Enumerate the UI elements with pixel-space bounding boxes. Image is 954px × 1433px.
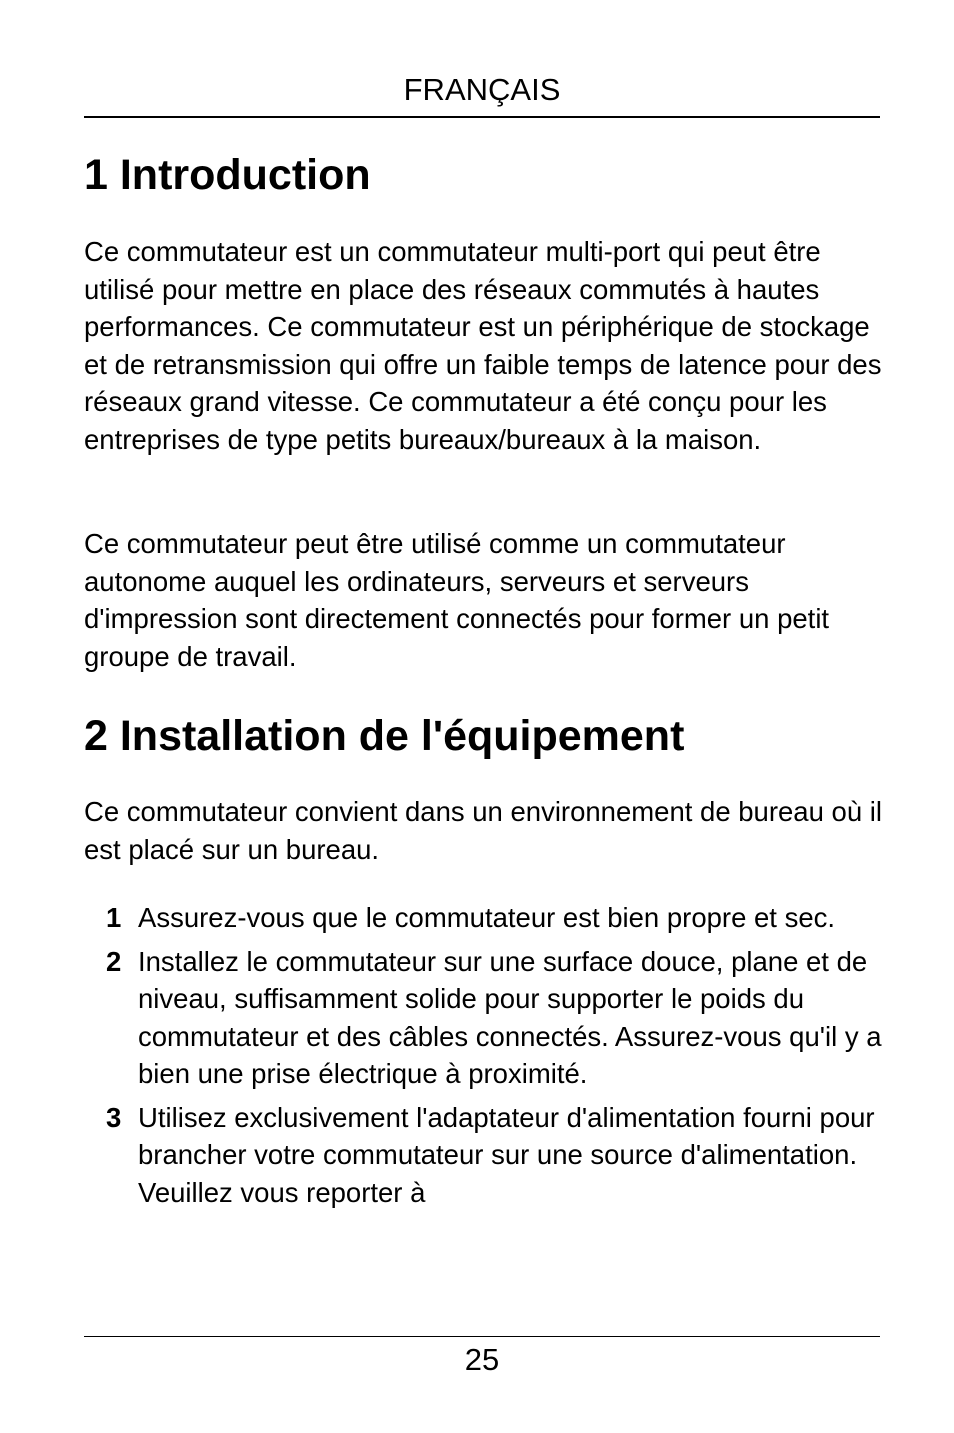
installation-steps-list bbox=[84, 899, 884, 1217]
step-number: 2 bbox=[106, 945, 122, 977]
introduction-paragraph-1: Ce commutateur est un commutateur multi-port qui peut être utilisé pour mettre en place des réseaux commutés à hautes performances. Ce commutateur est un périphérique de stockage et de retransmission qui offre un faible temps de latence pour des réseaux grand vitesse. Ce commutateur a été conçu pour les entreprises de type petits bureaux/bureaux à la maison. bbox=[84, 236, 882, 455]
page-number: 25 bbox=[464, 1342, 500, 1377]
header-language: FRANÇAIS bbox=[403, 72, 561, 107]
section-title-installation: 2 Installation de l'équipement bbox=[84, 712, 685, 760]
step-text: Installez le commutateur sur une surface douce, plane et de niveau, suffisamment solide pour supporter le poids du commutateur et des câbles connectés. Assurez-vous qu'il y a bien une prise électrique à proximité. bbox=[138, 945, 882, 1089]
step-text: Assurez-vous que le commutateur est bien propre et sec. bbox=[138, 902, 836, 933]
installation-step-1 bbox=[84, 899, 884, 937]
step-number: 1 bbox=[106, 902, 122, 933]
installation-step-2 bbox=[84, 943, 884, 1093]
installation-step-3 bbox=[84, 1099, 884, 1212]
step-text: Utilisez exclusivement l'adaptateur d'alimentation fourni pour brancher votre commutateur sur une source d'alimentation. Veuillez vous reporter à bbox=[138, 1101, 875, 1208]
section-title-introduction: 1 Introduction bbox=[84, 151, 371, 199]
installation-paragraph-1: Ce commutateur convient dans un environnement de bureau où il est placé sur un bureau. bbox=[84, 796, 882, 865]
introduction-paragraph-2: Ce commutateur peut être utilisé comme un commutateur autonome auquel les ordinateurs, serveurs et serveurs d'impression sont directement connectés pour former un petit groupe de travail. bbox=[84, 528, 830, 672]
header-rule bbox=[84, 116, 880, 118]
footer-rule bbox=[84, 1336, 880, 1337]
step-number: 3 bbox=[106, 1101, 122, 1133]
